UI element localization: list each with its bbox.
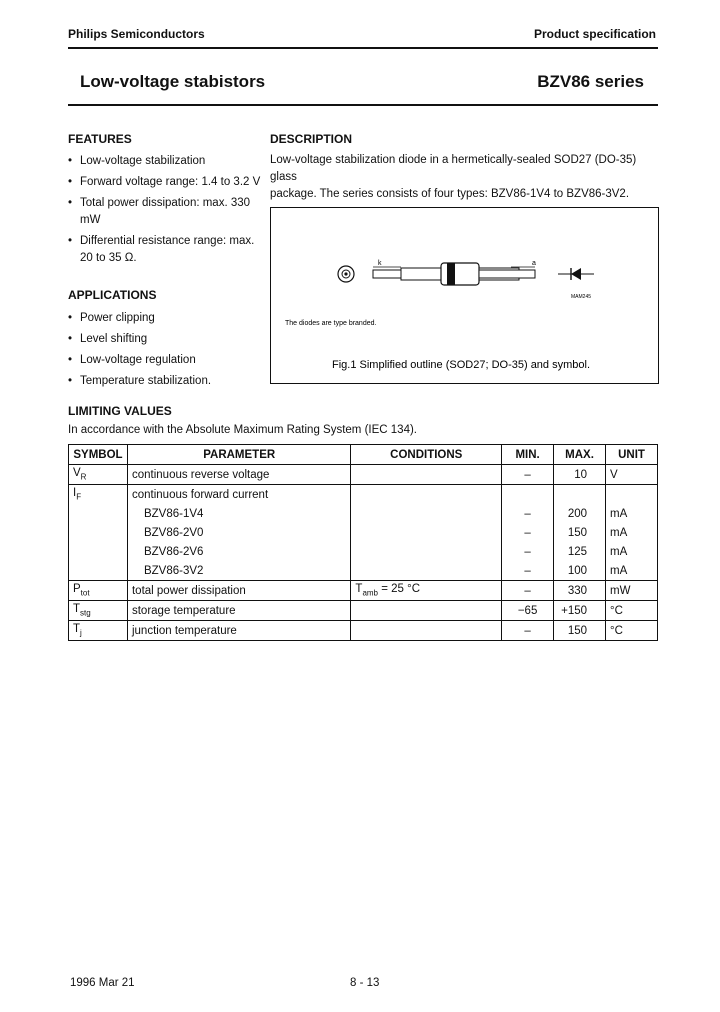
features-list [68, 153, 263, 271]
table-row [69, 561, 658, 581]
applications-list [68, 310, 263, 394]
unit-cell [606, 485, 658, 505]
list-item: • Differential resistance range: max. 20 to 35 Ω. [68, 233, 263, 267]
figure-caption: Fig.1 Simplified outline (SOD27; DO-35) and symbol. [332, 359, 590, 371]
features-heading: FEATURES [68, 132, 132, 146]
description-line: Low-voltage stabilization diode in a hermetically-sealed SOD27 (DO-35) glass [270, 154, 637, 183]
diode-body-icon [373, 263, 535, 285]
min-cell: – [502, 581, 554, 601]
min-cell: – [502, 523, 554, 542]
page-number: 8 - 13 [350, 977, 380, 989]
applications-heading: APPLICATIONS [68, 288, 157, 302]
company-name: Philips Semiconductors [68, 27, 205, 41]
min-cell [502, 485, 554, 505]
description-text [270, 152, 660, 203]
conditions-cell [351, 465, 502, 485]
end-view-icon [338, 266, 354, 282]
max-cell: 10 [554, 465, 606, 485]
list-item: • Low-voltage regulation [68, 352, 263, 369]
unit-cell: mA [606, 561, 658, 581]
max-cell: 150 [554, 621, 606, 641]
max-cell: 100 [554, 561, 606, 581]
parameter-cell: total power dissipation [127, 581, 350, 601]
parameter-cell: BZV86-1V4 [127, 504, 350, 523]
parameter-cell: BZV86-2V6 [127, 542, 350, 561]
list-item: • Temperature stabilization. [68, 373, 263, 390]
anode-label: a [532, 260, 536, 267]
parameter-cell: BZV86-3V2 [127, 561, 350, 581]
unit-cell: mA [606, 523, 658, 542]
conditions-cell [351, 601, 502, 621]
unit-cell: °C [606, 601, 658, 621]
symbol-cell: $T_j$ [69, 621, 128, 641]
page-title: Low-voltage stabistors [80, 72, 266, 91]
table-row [69, 601, 658, 621]
max-cell: 330 [554, 581, 606, 601]
unit-cell: °C [606, 621, 658, 641]
conditions-cell [351, 485, 502, 505]
list-item: • Forward voltage range: 1.4 to 3.2 V [68, 174, 263, 191]
symbol-cell: $V_R$ [69, 465, 128, 485]
table-row [69, 542, 658, 561]
cathode-label: k [378, 260, 382, 267]
column-header: PARAMETER [127, 445, 350, 465]
table-row [69, 504, 658, 523]
table-header-row [69, 445, 658, 465]
symbol-cell [69, 561, 128, 581]
limiting-values-intro: In accordance with the Absolute Maximum Rating System (IEC 134). [68, 424, 417, 436]
symbol-cell: $P_{tot}$ [69, 581, 128, 601]
table-row [69, 465, 658, 485]
figure-note: The diodes are type branded. [285, 320, 377, 327]
min-cell: – [502, 465, 554, 485]
limiting-values-table [68, 444, 658, 641]
unit-cell: mA [606, 542, 658, 561]
min-cell: – [502, 542, 554, 561]
column-header: CONDITIONS [351, 445, 502, 465]
figure-code: MAM245 [571, 294, 592, 300]
max-cell [554, 485, 606, 505]
parameter-cell: continuous reverse voltage [127, 465, 350, 485]
description-line: package. The series consists of four types: BZV86-1V4 to BZV86-3V2. [270, 188, 630, 200]
symbol-cell [69, 523, 128, 542]
conditions-cell [351, 621, 502, 641]
diode-outline-drawing [271, 208, 658, 383]
parameter-cell: junction temperature [127, 621, 350, 641]
parameter-cell: storage temperature [127, 601, 350, 621]
diode-symbol-icon [558, 268, 594, 280]
unit-cell: mA [606, 504, 658, 523]
list-item: • Level shifting [68, 331, 263, 348]
header-rule [68, 47, 658, 49]
footer-date: 1996 Mar 21 [70, 977, 135, 989]
symbol-cell: $T_{stg}$ [69, 601, 128, 621]
table-row [69, 581, 658, 601]
table-row [69, 485, 658, 505]
conditions-cell [351, 504, 502, 523]
list-item: • Low-voltage stabilization [68, 153, 263, 170]
series-title: BZV86 series [537, 72, 644, 91]
symbol-cell [69, 504, 128, 523]
unit-cell: V [606, 465, 658, 485]
column-header: UNIT [606, 445, 658, 465]
document-type: Product specification [533, 27, 656, 41]
conditions-cell: $T_{amb} = 25$ °C [351, 581, 502, 601]
max-cell: +150 [554, 601, 606, 621]
min-cell: – [502, 561, 554, 581]
symbol-cell [69, 542, 128, 561]
limiting-values-heading: LIMITING VALUES [68, 404, 172, 418]
parameter-cell: BZV86-2V0 [127, 523, 350, 542]
conditions-cell [351, 542, 502, 561]
symbol-cell: $I_F$ [69, 485, 128, 505]
min-cell: – [502, 621, 554, 641]
table-row [69, 523, 658, 542]
unit-cell: mW [606, 581, 658, 601]
parameter-cell: continuous forward current [127, 485, 350, 505]
max-cell: 150 [554, 523, 606, 542]
list-item: • Total power dissipation: max. 330 mW [68, 195, 263, 229]
description-heading: DESCRIPTION [270, 132, 353, 146]
conditions-cell [351, 523, 502, 542]
figure-box [270, 207, 659, 384]
min-cell: – [502, 504, 554, 523]
conditions-cell [351, 561, 502, 581]
column-header: MIN. [502, 445, 554, 465]
list-item: • Power clipping [68, 310, 263, 327]
column-header: MAX. [554, 445, 606, 465]
table-row [69, 621, 658, 641]
max-cell: 200 [554, 504, 606, 523]
column-header: SYMBOL [69, 445, 128, 465]
min-cell: −65 [502, 601, 554, 621]
title-rule [68, 104, 658, 106]
max-cell: 125 [554, 542, 606, 561]
